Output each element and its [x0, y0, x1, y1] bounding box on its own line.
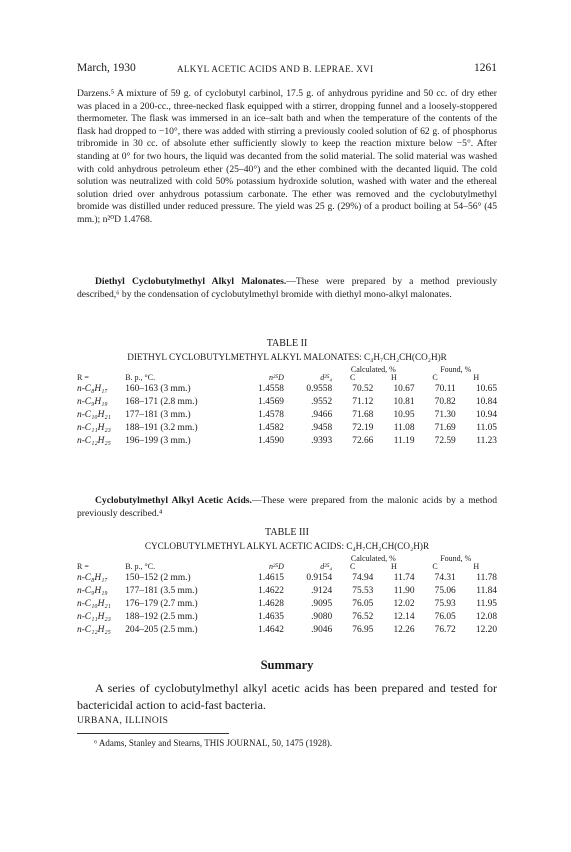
table3-header-found-label: Found, %	[440, 554, 472, 563]
author-location: URBANA, ILLINOIS	[77, 716, 169, 726]
table3-cell-found-h: 12.20	[475, 624, 497, 635]
table2-header-calc-h: H	[390, 373, 397, 382]
table3-cell-found-c: 75.93	[434, 598, 456, 609]
table-row	[77, 610, 497, 623]
table2-cell-bp: 188–191 (3.2 mm.)	[125, 422, 198, 433]
table3-cell-bp: 188–192 (2.5 mm.)	[125, 611, 198, 622]
table2-cell-d: .9552	[311, 396, 333, 407]
table3-header-calculated	[332, 555, 414, 571]
table2-cell-found-h: 11.05	[476, 422, 497, 433]
table3-cell-d: .9080	[311, 611, 333, 622]
table2-cell-found-h: 10.94	[475, 409, 497, 420]
table2-cell-d: .9458	[311, 422, 333, 433]
table3-cell-d: 0.9154	[306, 572, 333, 583]
header-page-number: 1261	[474, 62, 497, 74]
table3-cell-n: 1.4628	[258, 598, 284, 609]
table2-header-found-label: Found, %	[440, 365, 472, 374]
table2-header-calculated-label: Calculated, %	[350, 365, 396, 374]
table3-header-calculated-label: Calculated, %	[350, 554, 396, 563]
table3-header-bp: B. p., °C.	[125, 562, 156, 571]
paragraph-malonates	[77, 276, 497, 301]
table3-cell-calc-c: 76.05	[352, 598, 374, 609]
table3-header-found-h: H	[473, 562, 480, 571]
header-date: March, 1930	[77, 62, 136, 74]
paragraph-malonates-heading: Diethyl Cyclobutylmethyl Alkyl Malonates.	[95, 276, 287, 287]
table3-cell-calc-h: 12.26	[393, 624, 415, 635]
table3-cell-r: n-C₉H₁₉	[77, 585, 108, 596]
table2-cell-found-c: 70.82	[434, 396, 456, 407]
table3-cell-r: n-C₁₀H₂₁	[77, 598, 111, 609]
table3-header-n: n²⁵D	[268, 562, 284, 571]
table2-cell-found-h: 10.65	[475, 383, 497, 394]
footnote: ⁶ Adams, Stanley and Stearns, THIS JOURNAL, 50, 1475 (1928).	[94, 738, 332, 748]
table3-cell-calc-c: 75.53	[352, 585, 374, 596]
table2-cell-found-c: 71.30	[434, 409, 456, 420]
table3-cell-calc-h: 12.02	[393, 598, 415, 609]
table2-header-calculated	[332, 366, 414, 382]
table2-header-found-elements	[415, 374, 497, 382]
table3-cell-bp: 150–152 (2 mm.)	[125, 572, 191, 583]
table-row	[77, 395, 497, 408]
table2-cell-r: n-C₁₀H₂₁	[77, 409, 111, 420]
paragraph-acetic-acids-text: —These were prepared from the malonic acids by a method previously described.⁴	[77, 495, 497, 519]
table2-cell-n: 1.4590	[258, 435, 284, 446]
table3-cell-calc-h: 11.90	[393, 585, 415, 596]
table3-header-found	[415, 555, 497, 571]
table3-cell-calc-c: 74.94	[352, 572, 374, 583]
table3-header-found-c: C	[432, 562, 438, 571]
table2-header-found	[415, 366, 497, 382]
table3-cell-n: 1.4642	[258, 624, 284, 635]
table2-cell-calc-c: 71.68	[352, 409, 374, 420]
table2-cell-r: n-C₈H₁₇	[77, 383, 108, 394]
table3-title: CYCLOBUTYLMETHYL ALKYL ACETIC ACIDS: C₄H₇CH₂CH(CO₂H)R	[144, 541, 430, 551]
header-running-title: ALKYL ACETIC ACIDS AND B. LEPRAE. XVI	[177, 64, 374, 74]
table2-caption: TABLE II	[266, 338, 308, 349]
table3-cell-r: n-C₁₁H₂₃	[77, 611, 111, 622]
paragraph-synthesis-bromide: Darzens.⁵ A mixture of 59 g. of cyclobutyl carbinol, 17.5 g. of anhydrous pyridine and 50 cc. of dry ether was placed in a 200-cc., three-necked flask equipped with a stirrer, dropping funnel and a loosely-stoppered thermometer. The flask was immersed in an ice–salt bath and when the temperature of the contents of the flask had dropped to −10°, there was added with stirring a previously cooled solution of 62 g. of phosphorus tribromide in 30 cc. of absolute ether sufficiently slowly to keep the reaction mixture below −5°. After standing at 0° for two hours, the liquid was decanted from the solid material. The solid material was washed with cold anhydrous petroleum ether (25–40°) and the ether combined with the decanted liquid. The cold solution was neutralized with cold 50% potassium hydroxide solution, washed with water and the ethereal solution dried over anhydrous potassium carbonate. The ether was removed and the cyclobutylmethyl bromide was distilled under reduced pressure. The yield was 25 g. (29%) of a product boiling at 54–56° (45 mm.); n²⁰D 1.4768.	[77, 88, 497, 225]
table2-cell-d: 0.9558	[306, 383, 333, 394]
table2-header-r: R =	[77, 373, 89, 382]
table2-cell-n: 1.4578	[258, 409, 284, 420]
table2-cell-calc-h: 10.67	[393, 383, 415, 394]
table3-cell-calc-c: 76.52	[352, 611, 374, 622]
table3-cell-n: 1.4622	[258, 585, 284, 596]
table2-cell-found-h: 10.84	[475, 396, 497, 407]
table2-cell-n: 1.4582	[258, 422, 284, 433]
table3-cell-bp: 204–205 (2.5 mm.)	[125, 624, 198, 635]
table3-cell-found-c: 75.06	[434, 585, 456, 596]
table3-cell-d: .9124	[311, 585, 333, 596]
table2-cell-d: .9466	[311, 409, 333, 420]
table2-cell-r: n-C₉H₁₉	[77, 396, 108, 407]
table3-cell-bp: 176–179 (2.7 mm.)	[125, 598, 198, 609]
table3-cell-found-c: 74.31	[434, 572, 456, 583]
table2-header-d: d²⁵₄	[320, 373, 333, 382]
table2	[77, 366, 497, 447]
table2-cell-calc-c: 72.19	[352, 422, 374, 433]
table3-cell-found-h: 12.08	[475, 611, 497, 622]
table-row	[77, 434, 497, 447]
table3-cell-n: 1.4615	[258, 572, 284, 583]
table3-header-found-elements	[415, 563, 497, 571]
table2-cell-n: 1.4558	[258, 383, 284, 394]
table3	[77, 555, 497, 636]
table2-cell-calc-h: 11.08	[393, 422, 415, 433]
table2-cell-found-c: 71.69	[434, 422, 456, 433]
table3-cell-bp: 177–181 (3.5 mm.)	[125, 585, 198, 596]
table2-cell-bp: 196–199 (3 mm.)	[125, 435, 191, 446]
table3-caption: TABLE III	[265, 527, 309, 538]
table2-header-bp: B. p., °C.	[125, 373, 156, 382]
table3-cell-d: .9046	[311, 624, 333, 635]
table3-cell-r: n-C₈H₁₇	[77, 572, 108, 583]
table-row	[77, 623, 497, 636]
table2-cell-n: 1.4569	[258, 396, 284, 407]
table3-header-r: R =	[77, 562, 89, 571]
table3-header-calculated-elements	[332, 563, 414, 571]
table2-cell-calc-c: 70.52	[352, 383, 374, 394]
table3-cell-found-h: 11.84	[476, 585, 497, 596]
table2-cell-found-c: 72.59	[434, 435, 456, 446]
summary-heading: Summary	[260, 658, 314, 672]
table-row	[77, 421, 497, 434]
table-row	[77, 382, 497, 395]
table2-cell-found-c: 70.11	[434, 383, 456, 394]
table-row	[77, 597, 497, 610]
footnote-divider	[77, 733, 229, 734]
table3-cell-calc-h: 11.74	[393, 572, 415, 583]
table-row	[77, 584, 497, 597]
table-row	[77, 408, 497, 421]
table2-cell-calc-h: 10.95	[393, 409, 415, 420]
table2-title: DIETHYL CYCLOBUTYLMETHYL ALKYL MALONATES: C₄H₇CH₂CH(CO₂H)R	[127, 352, 447, 362]
table3-cell-calc-c: 76.95	[352, 624, 374, 635]
table2-cell-bp: 168–171 (2.8 mm.)	[125, 396, 198, 407]
table3-header-row	[77, 555, 497, 571]
table2-cell-calc-c: 71.12	[352, 396, 374, 407]
running-header	[77, 62, 497, 80]
paragraph-malonates-text: —These were prepared by a method previously described,⁶ by the condensation of cyclobutylmethyl bromide with diethyl mono-alkyl malonates.	[77, 276, 498, 300]
table2-cell-calc-h: 10.81	[393, 396, 415, 407]
table3-cell-found-h: 11.78	[476, 572, 497, 583]
summary-text: A series of cyclobutylmethyl alkyl acetic acids has been prepared and tested for bactericidal action to acid-fast bacteria.	[77, 681, 497, 712]
table-row	[77, 571, 497, 584]
table2-cell-calc-h: 11.19	[393, 435, 415, 446]
table2-cell-bp: 177–181 (3 mm.)	[125, 409, 191, 420]
table2-header-calculated-elements	[332, 374, 414, 382]
table2-header-found-h: H	[473, 373, 480, 382]
table2-cell-bp: 160–163 (3 mm.)	[125, 383, 191, 394]
paragraph-acetic-acids-heading: Cyclobutylmethyl Alkyl Acetic Acids.	[95, 495, 252, 506]
table2-header-calc-c: C	[349, 373, 356, 382]
table3-header-calc-h: H	[390, 562, 397, 571]
table2-cell-found-h: 11.23	[476, 435, 497, 446]
table2-header-row	[77, 366, 497, 382]
table3-cell-r: n-C₁₂H₂₅	[77, 624, 111, 635]
paragraph-acetic-acids	[77, 495, 497, 520]
table2-cell-r: n-C₁₂H₂₅	[77, 435, 111, 446]
table3-cell-d: .9095	[311, 598, 333, 609]
table2-header-found-c: C	[432, 373, 438, 382]
table3-cell-found-c: 76.72	[434, 624, 456, 635]
table3-cell-n: 1.4635	[258, 611, 284, 622]
table3-header-d: d²⁵₄	[320, 562, 333, 571]
table2-header-n: n²⁵D	[268, 373, 284, 382]
table2-cell-calc-c: 72.66	[352, 435, 374, 446]
table3-header-calc-c: C	[349, 562, 356, 571]
table3-cell-found-h: 11.95	[476, 598, 497, 609]
table3-cell-calc-h: 12.14	[393, 611, 415, 622]
table3-cell-found-c: 76.05	[434, 611, 456, 622]
table2-cell-r: n-C₁₁H₂₃	[77, 422, 111, 433]
table2-cell-d: .9393	[311, 435, 333, 446]
